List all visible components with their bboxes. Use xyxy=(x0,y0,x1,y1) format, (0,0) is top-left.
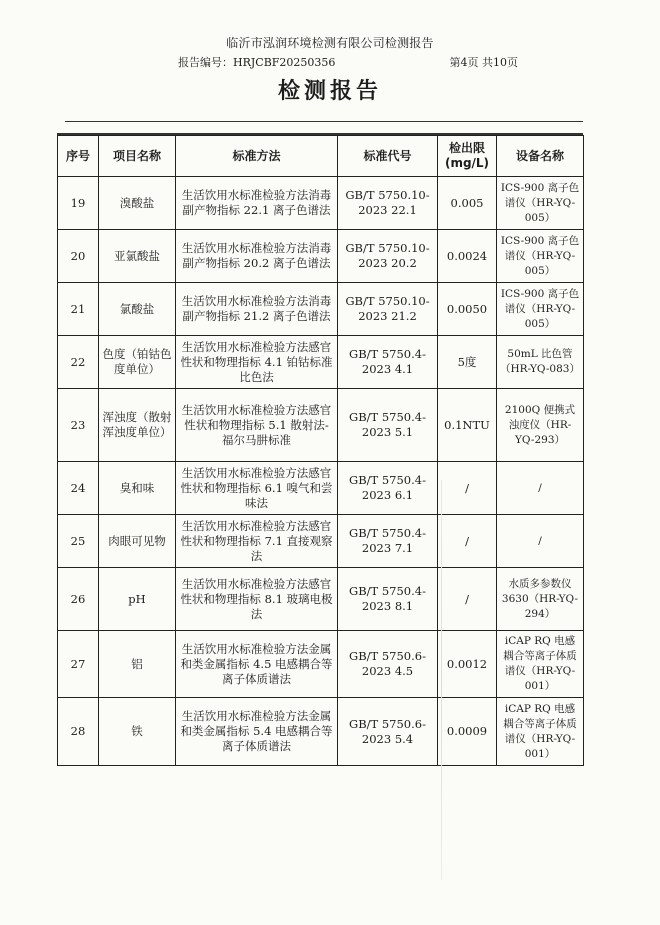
cell-limit: 0.0009 xyxy=(438,698,497,766)
cell-method: 生活饮用水标准检验方法消毒副产物指标 20.2 离子色谱法 xyxy=(176,230,338,283)
cell-code: GB/T 5750.10-2023 21.2 xyxy=(338,283,438,336)
cell-item: 臭和味 xyxy=(99,462,176,515)
col-header-no: 序号 xyxy=(58,136,99,177)
cell-equipment: 水质多参数仪 3630（HR-YQ-294） xyxy=(497,568,584,631)
cell-no: 20 xyxy=(58,230,99,283)
cell-no: 28 xyxy=(58,698,99,766)
col-header-code: 标准代号 xyxy=(338,136,438,177)
cell-equipment: / xyxy=(497,515,584,568)
table-header-row xyxy=(58,136,584,177)
table-row xyxy=(58,177,584,230)
cell-method: 生活饮用水标准检验方法消毒副产物指标 22.1 离子色谱法 xyxy=(176,177,338,230)
cell-code: GB/T 5750.4-2023 7.1 xyxy=(338,515,438,568)
cell-item: 肉眼可见物 xyxy=(99,515,176,568)
cell-equipment: 2100Q 便携式浊度仪（HR-YQ-293） xyxy=(497,389,584,462)
cell-method: 生活饮用水标准检验方法消毒副产物指标 21.2 离子色谱法 xyxy=(176,283,338,336)
cell-equipment: iCAP RQ 电感耦合等离子体质谱仪（HR-YQ-001） xyxy=(497,698,584,766)
cell-code: GB/T 5750.4-2023 8.1 xyxy=(338,568,438,631)
cell-code: GB/T 5750.6-2023 4.5 xyxy=(338,631,438,698)
cell-item: 铁 xyxy=(99,698,176,766)
cell-limit: 0.1NTU xyxy=(438,389,497,462)
cell-code: GB/T 5750.4-2023 6.1 xyxy=(338,462,438,515)
cell-limit: / xyxy=(438,568,497,631)
cell-limit: 5度 xyxy=(438,336,497,389)
cell-limit: / xyxy=(438,462,497,515)
cell-code: GB/T 5750.10-2023 20.2 xyxy=(338,230,438,283)
cell-method: 生活饮用水标准检验方法感官性状和物理指标 5.1 散射法-福尔马肼标准 xyxy=(176,389,338,462)
cell-method: 生活饮用水标准检验方法感官性状和物理指标 7.1 直接观察法 xyxy=(176,515,338,568)
page-indicator: 第4页 共10页 xyxy=(449,56,518,69)
cell-equipment: ICS-900 离子色谱仪（HR-YQ-005） xyxy=(497,283,584,336)
cell-limit: 0.0024 xyxy=(438,230,497,283)
cell-no: 22 xyxy=(58,336,99,389)
col-header-equipment: 设备名称 xyxy=(497,136,584,177)
cell-item: 浑浊度（散射浑浊度单位） xyxy=(99,389,176,462)
cell-limit: 0.0012 xyxy=(438,631,497,698)
cell-item: 色度（铂钴色度单位） xyxy=(99,336,176,389)
cell-equipment: ICS-900 离子色谱仪（HR-YQ-005） xyxy=(497,230,584,283)
cell-no: 26 xyxy=(58,568,99,631)
col-header-item: 项目名称 xyxy=(99,136,176,177)
cell-no: 21 xyxy=(58,283,99,336)
cell-item: 氯酸盐 xyxy=(99,283,176,336)
cell-item: 铝 xyxy=(99,631,176,698)
cell-equipment: / xyxy=(497,462,584,515)
page-title: 检测报告 xyxy=(277,79,382,104)
cell-item: 溴酸盐 xyxy=(99,177,176,230)
cell-method: 生活饮用水标准检验方法感官性状和物理指标 4.1 铂钴标准比色法 xyxy=(176,336,338,389)
table-row xyxy=(58,462,584,515)
report-number: 报告编号：HRJCBF20250356 xyxy=(178,56,336,69)
cell-method: 生活饮用水标准检验方法感官性状和物理指标 6.1 嗅气和尝味法 xyxy=(176,462,338,515)
table-row xyxy=(58,336,584,389)
table-row xyxy=(58,283,584,336)
cell-limit: / xyxy=(438,515,497,568)
cell-equipment: ICS-900 离子色谱仪（HR-YQ-005） xyxy=(497,177,584,230)
header-divider xyxy=(65,121,583,122)
cell-code: GB/T 5750.4-2023 5.1 xyxy=(338,389,438,462)
cell-no: 23 xyxy=(58,389,99,462)
cell-code: GB/T 5750.4-2023 4.1 xyxy=(338,336,438,389)
cell-no: 27 xyxy=(58,631,99,698)
org-report-header: 临沂市泓润环境检测有限公司检测报告 xyxy=(226,36,434,50)
cell-code: GB/T 5750.10-2023 22.1 xyxy=(338,177,438,230)
table-row xyxy=(58,631,584,698)
cell-no: 19 xyxy=(58,177,99,230)
paper-fold-mark xyxy=(441,480,442,880)
cell-item: pH xyxy=(99,568,176,631)
table-row xyxy=(58,230,584,283)
cell-method: 生活饮用水标准检验方法金属和类金属指标 4.5 电感耦合等离子体质谱法 xyxy=(176,631,338,698)
col-header-limit: 检出限(mg/L) xyxy=(438,136,497,177)
cell-equipment: 50mL 比色管（HR-YQ-083） xyxy=(497,336,584,389)
table-row xyxy=(58,698,584,766)
test-method-table xyxy=(57,135,584,766)
cell-limit: 0.005 xyxy=(438,177,497,230)
cell-equipment: iCAP RQ 电感耦合等离子体质谱仪（HR-YQ-001） xyxy=(497,631,584,698)
table-row xyxy=(58,389,584,462)
cell-code: GB/T 5750.6-2023 5.4 xyxy=(338,698,438,766)
cell-method: 生活饮用水标准检验方法感官性状和物理指标 8.1 玻璃电极法 xyxy=(176,568,338,631)
cell-method: 生活饮用水标准检验方法金属和类金属指标 5.4 电感耦合等离子体质谱法 xyxy=(176,698,338,766)
cell-no: 24 xyxy=(58,462,99,515)
cell-no: 25 xyxy=(58,515,99,568)
cell-limit: 0.0050 xyxy=(438,283,497,336)
cell-item: 亚氯酸盐 xyxy=(99,230,176,283)
table-row xyxy=(58,515,584,568)
table-row xyxy=(58,568,584,631)
col-header-method: 标准方法 xyxy=(176,136,338,177)
